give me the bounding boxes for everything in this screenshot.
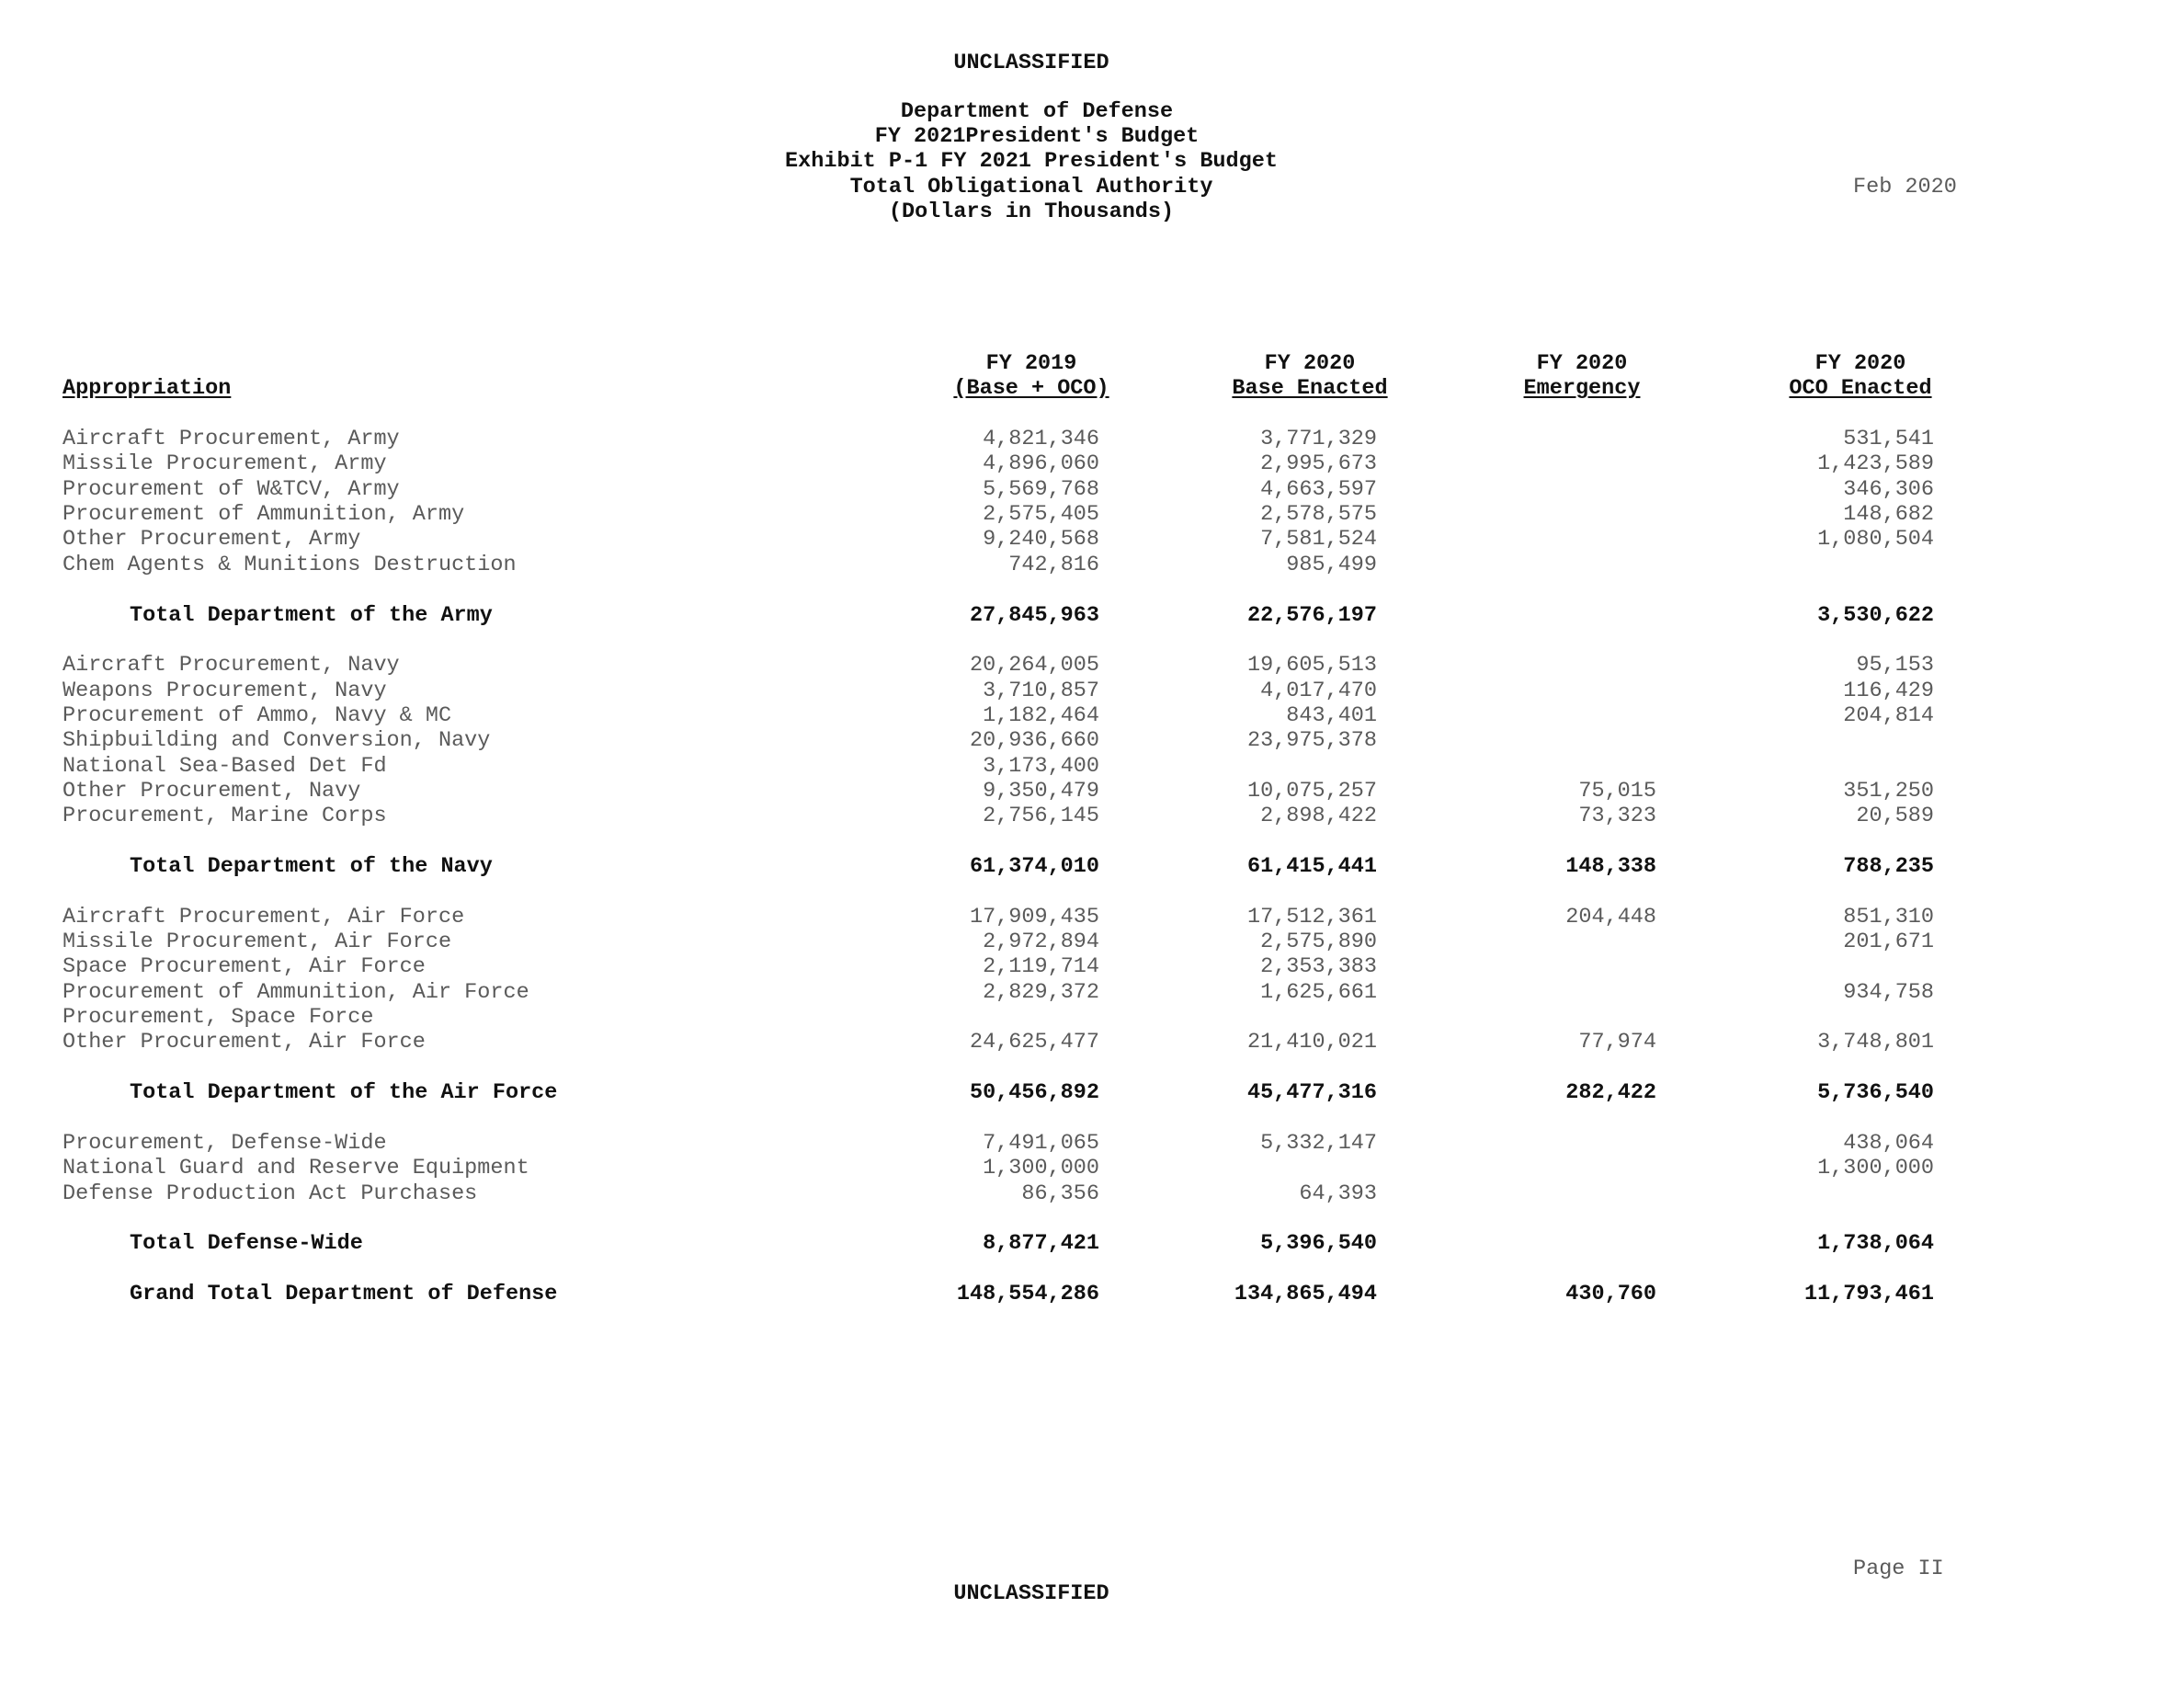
row-label: Shipbuilding and Conversion, Navy <box>63 728 491 753</box>
header-toa: Total Obligational Authority <box>849 175 1213 200</box>
fy2020-emergency-value: 430,760 <box>1565 1282 1656 1306</box>
row-label: National Guard and Reserve Equipment <box>63 1156 529 1180</box>
fy2019-value: 7,491,065 <box>983 1131 1099 1156</box>
fy2019-value: 1,182,464 <box>983 703 1099 728</box>
fy2020-base-value: 1,625,661 <box>1260 980 1377 1005</box>
row-label: Missile Procurement, Air Force <box>63 930 452 954</box>
row-label: Chem Agents & Munitions Destruction <box>63 553 517 577</box>
fy2020-oco-value: 1,738,064 <box>1817 1231 1934 1256</box>
fy2019-value: 2,575,405 <box>983 502 1099 527</box>
fy2020-oco-value: 148,682 <box>1843 502 1934 527</box>
fy2020-emergency-value: 282,422 <box>1565 1080 1656 1105</box>
fy2020-base-value: 5,396,540 <box>1260 1231 1377 1256</box>
fy2019-value: 2,756,145 <box>983 804 1099 828</box>
fy2020-base-value: 2,353,383 <box>1260 954 1377 979</box>
fy2020-base-value: 45,477,316 <box>1246 1080 1377 1105</box>
fy2020-emergency-value: 77,974 <box>1578 1030 1656 1055</box>
fy2019-value: 20,264,005 <box>969 653 1099 678</box>
report-date: Feb 2020 <box>1853 175 1957 200</box>
row-label: Other Procurement, Army <box>63 527 361 552</box>
fy2020-oco-value: 351,250 <box>1843 779 1934 804</box>
fy2019-value: 50,456,892 <box>969 1080 1099 1105</box>
fy2019-value: 3,710,857 <box>983 679 1099 703</box>
fy2019-value: 2,119,714 <box>983 954 1099 979</box>
row-label: Aircraft Procurement, Army <box>63 427 400 451</box>
col-header-fy2019-bottom: (Base + OCO) <box>953 376 1109 401</box>
total-row-label: Total Department of the Navy <box>130 854 493 879</box>
row-label: Aircraft Procurement, Air Force <box>63 905 465 930</box>
fy2020-base-value: 4,663,597 <box>1260 477 1377 502</box>
fy2020-base-value: 985,499 <box>1286 553 1377 577</box>
fy2019-value: 3,173,400 <box>983 754 1099 779</box>
fy2019-value: 4,896,060 <box>983 451 1099 476</box>
fy2019-value: 61,374,010 <box>969 854 1099 879</box>
col-header-fy2019-top: FY 2019 <box>985 351 1077 376</box>
col-header-fy2020-base-top: FY 2020 <box>1264 351 1356 376</box>
fy2020-emergency-value: 75,015 <box>1578 779 1656 804</box>
col-header-fy2020-emergency-top: FY 2020 <box>1536 351 1628 376</box>
fy2020-base-value: 843,401 <box>1286 703 1377 728</box>
fy2020-oco-value: 11,793,461 <box>1803 1282 1934 1306</box>
fy2019-value: 5,569,768 <box>983 477 1099 502</box>
header-department: Department of Defense <box>900 99 1174 124</box>
header-units: (Dollars in Thousands) <box>888 200 1175 224</box>
fy2020-base-value: 19,605,513 <box>1246 653 1377 678</box>
fy2020-emergency-value: 73,323 <box>1578 804 1656 828</box>
row-label: Procurement of Ammunition, Army <box>63 502 465 527</box>
fy2019-value: 9,240,568 <box>983 527 1099 552</box>
fy2020-base-value: 134,865,494 <box>1234 1282 1377 1306</box>
fy2020-oco-value: 116,429 <box>1843 679 1934 703</box>
col-header-fy2020-emergency-bottom: Emergency <box>1523 376 1641 401</box>
fy2019-value: 2,829,372 <box>983 980 1099 1005</box>
fy2020-base-value: 2,995,673 <box>1260 451 1377 476</box>
fy2020-base-value: 21,410,021 <box>1246 1030 1377 1055</box>
fy2020-base-value: 61,415,441 <box>1246 854 1377 879</box>
total-row-label: Grand Total Department of Defense <box>130 1282 558 1306</box>
header-budget: FY 2021President's Budget <box>874 124 1200 149</box>
row-label: Procurement, Space Force <box>63 1005 374 1030</box>
fy2020-oco-value: 1,080,504 <box>1817 527 1934 552</box>
row-label: Procurement, Defense-Wide <box>63 1131 387 1156</box>
fy2020-base-value: 4,017,470 <box>1260 679 1377 703</box>
fy2019-value: 86,356 <box>1021 1181 1099 1206</box>
fy2019-value: 2,972,894 <box>983 930 1099 954</box>
col-header-fy2020-oco-top: FY 2020 <box>1814 351 1906 376</box>
fy2020-base-value: 7,581,524 <box>1260 527 1377 552</box>
fy2019-value: 8,877,421 <box>983 1231 1099 1256</box>
row-label: Other Procurement, Air Force <box>63 1030 426 1055</box>
row-label: Other Procurement, Navy <box>63 779 361 804</box>
fy2020-base-value: 64,393 <box>1299 1181 1377 1206</box>
row-label: Procurement of W&TCV, Army <box>63 477 400 502</box>
row-label: Missile Procurement, Army <box>63 451 387 476</box>
fy2020-oco-value: 3,748,801 <box>1817 1030 1934 1055</box>
fy2020-oco-value: 3,530,622 <box>1817 603 1934 628</box>
total-row-label: Total Defense-Wide <box>130 1231 363 1256</box>
fy2020-base-value: 2,898,422 <box>1260 804 1377 828</box>
fy2019-value: 742,816 <box>1008 553 1099 577</box>
row-label: National Sea-Based Det Fd <box>63 754 387 779</box>
header-exhibit: Exhibit P-1 FY 2021 President's Budget <box>785 149 1278 174</box>
fy2019-value: 1,300,000 <box>983 1156 1099 1180</box>
col-header-appropriation: Appropriation <box>63 376 232 401</box>
fy2020-base-value: 3,771,329 <box>1260 427 1377 451</box>
fy2020-oco-value: 788,235 <box>1843 854 1934 879</box>
total-row-label: Total Department of the Army <box>130 603 493 628</box>
fy2020-oco-value: 531,541 <box>1843 427 1934 451</box>
row-label: Procurement of Ammunition, Air Force <box>63 980 529 1005</box>
fy2020-base-value: 2,578,575 <box>1260 502 1377 527</box>
classification-bottom: UNCLASSIFIED <box>953 1581 1109 1606</box>
fy2020-base-value: 23,975,378 <box>1246 728 1377 753</box>
fy2020-oco-value: 1,300,000 <box>1817 1156 1934 1180</box>
row-label: Space Procurement, Air Force <box>63 954 426 979</box>
fy2020-oco-value: 438,064 <box>1843 1131 1934 1156</box>
fy2019-value: 20,936,660 <box>969 728 1099 753</box>
page-number: Page II <box>1853 1557 1944 1581</box>
fy2019-value: 24,625,477 <box>969 1030 1099 1055</box>
fy2020-base-value: 2,575,890 <box>1260 930 1377 954</box>
fy2020-emergency-value: 148,338 <box>1565 854 1656 879</box>
fy2020-oco-value: 934,758 <box>1843 980 1934 1005</box>
fy2019-value: 148,554,286 <box>956 1282 1099 1306</box>
fy2020-base-value: 5,332,147 <box>1260 1131 1377 1156</box>
fy2020-oco-value: 5,736,540 <box>1817 1080 1934 1105</box>
total-row-label: Total Department of the Air Force <box>130 1080 558 1105</box>
row-label: Procurement of Ammo, Navy & MC <box>63 703 452 728</box>
fy2020-oco-value: 851,310 <box>1843 905 1934 930</box>
fy2020-oco-value: 346,306 <box>1843 477 1934 502</box>
classification-top: UNCLASSIFIED <box>953 51 1109 75</box>
fy2020-base-value: 17,512,361 <box>1246 905 1377 930</box>
fy2020-oco-value: 95,153 <box>1856 653 1934 678</box>
fy2020-oco-value: 1,423,589 <box>1817 451 1934 476</box>
row-label: Defense Production Act Purchases <box>63 1181 478 1206</box>
fy2020-emergency-value: 204,448 <box>1565 905 1656 930</box>
row-label: Procurement, Marine Corps <box>63 804 387 828</box>
fy2019-value: 4,821,346 <box>983 427 1099 451</box>
fy2019-value: 27,845,963 <box>969 603 1099 628</box>
fy2020-base-value: 10,075,257 <box>1246 779 1377 804</box>
fy2020-oco-value: 201,671 <box>1843 930 1934 954</box>
col-header-fy2020-base-bottom: Base Enacted <box>1232 376 1388 401</box>
fy2020-oco-value: 204,814 <box>1843 703 1934 728</box>
fy2020-base-value: 22,576,197 <box>1246 603 1377 628</box>
row-label: Weapons Procurement, Navy <box>63 679 387 703</box>
fy2019-value: 17,909,435 <box>969 905 1099 930</box>
row-label: Aircraft Procurement, Navy <box>63 653 400 678</box>
fy2019-value: 9,350,479 <box>983 779 1099 804</box>
fy2020-oco-value: 20,589 <box>1856 804 1934 828</box>
col-header-fy2020-oco-bottom: OCO Enacted <box>1789 376 1932 401</box>
